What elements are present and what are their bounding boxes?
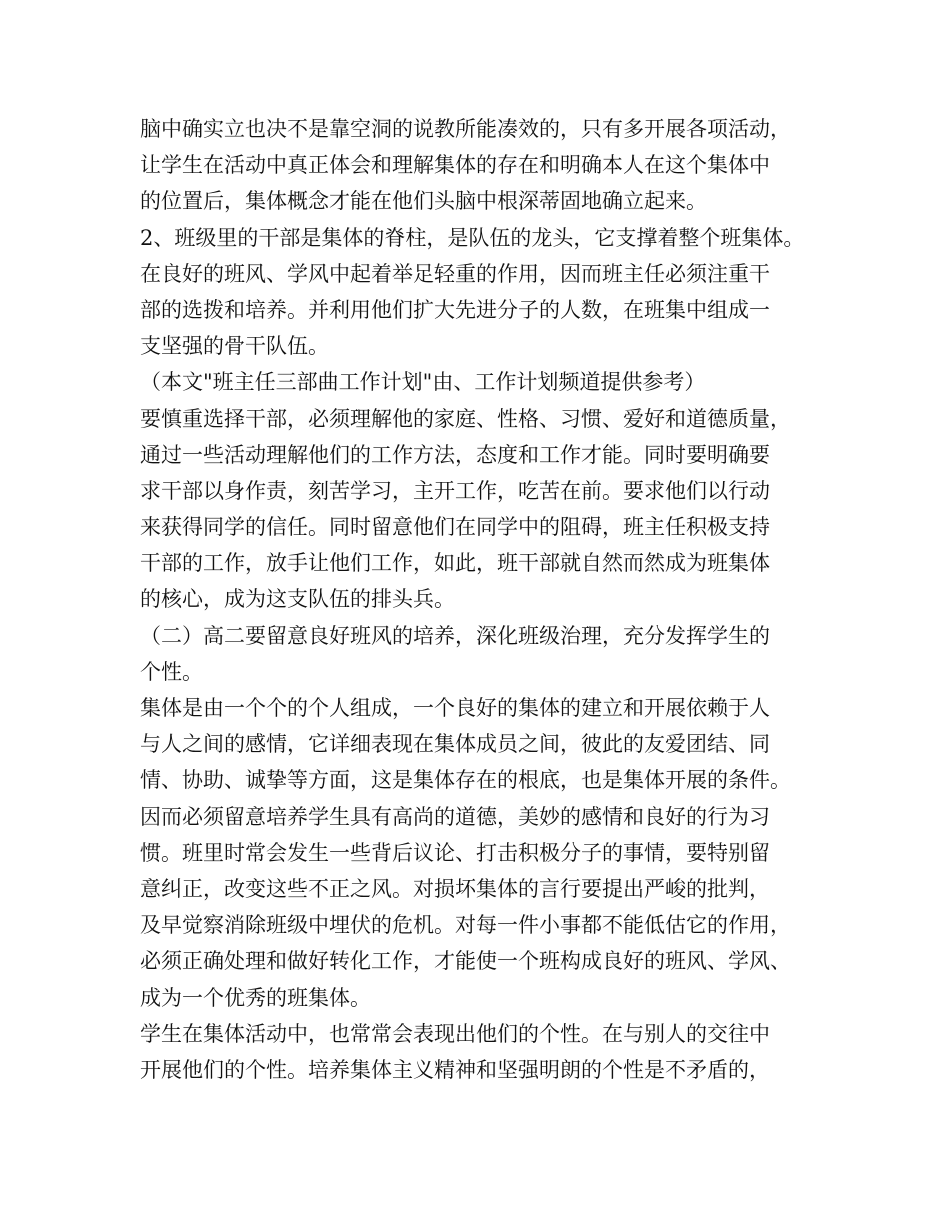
text-line: 要慎重选择干部，必须理解他的家庭、性格、习惯、爱好和道德质量， — [140, 406, 791, 431]
text-line: 开展他们的个性。培养集体主义精神和坚强明朗的个性是不矛盾的， — [140, 1057, 770, 1082]
text-line: 因而必须留意培养学生具有高尚的道德，美妙的感情和良好的行为习 — [140, 804, 770, 829]
text-line: 及早觉察消除班级中埋伏的危机。对每一件小事都不能低估它的作用， — [140, 913, 791, 938]
text-line: 学生在集体活动中，也常常会表现出他们的个性。在与别人的交往中 — [140, 1021, 770, 1046]
text-line: 2、班级里的干部是集体的脊柱，是队伍的龙头，它支撑着整个班集体。 — [140, 225, 805, 250]
text-line: （二）高二要留意良好班风的培养，深化班级治理，充分发挥学生的 — [140, 623, 770, 648]
text-line: 部的选拨和培养。并利用他们扩大先进分子的人数，在班集中组成一 — [140, 297, 770, 322]
text-line: 成为一个优秀的班集体。 — [140, 985, 371, 1010]
body-text — [140, 111, 840, 1088]
text-line: 让学生在活动中真正体会和理解集体的存在和明确本人在这个集体中 — [140, 153, 770, 178]
text-line: 个性。 — [140, 659, 203, 684]
text-line: 脑中确实立也决不是靠空洞的说教所能凑效的，只有多开展各项活动， — [140, 117, 791, 141]
text-line: 来获得同学的信任。同时留意他们在同学中的阻碍，班主任积极支持 — [140, 515, 770, 540]
text-line: 集体是由一个个的个人组成，一个良好的集体的建立和开展依赖于人 — [140, 696, 770, 720]
text-line: 与人之间的感情，它详细表现在集体成员之间，彼此的友爱团结、同 — [140, 732, 770, 757]
text-line: 意纠正，改变这些不正之风。对损坏集体的言行要提出严峻的批判， — [140, 876, 770, 901]
text-line: （本文"班主任三部曲工作计划"由、工作计划频道提供参考） — [140, 370, 706, 395]
text-line: 干部的工作，放手让他们工作，如此，班干部就自然而然成为班集体 — [140, 551, 770, 576]
text-line: 在良好的班风、学风中起着举足轻重的作用，因而班主任必须注重干 — [140, 261, 770, 286]
text-line: 求干部以身作责，刻苦学习，主开工作，吃苦在前。要求他们以行动 — [140, 478, 770, 503]
text-line: 的核心，成为这支队伍的排头兵。 — [140, 587, 455, 612]
text-line: 支坚强的骨干队伍。 — [140, 334, 329, 359]
text-line: 必须正确处理和做好转化工作，才能使一个班构成良好的班风、学风、 — [140, 949, 791, 974]
text-line: 惯。班里时常会发生一些背后议论、打击积极分子的事情，要特别留 — [140, 840, 770, 865]
text-line: 通过一些活动理解他们的工作方法，态度和工作才能。同时要明确要 — [140, 442, 770, 467]
text-line: 情、协助、诚挚等方面，这是集体存在的根底，也是集体开展的条件。 — [140, 768, 791, 793]
text-line: 的位置后，集体概念才能在他们头脑中根深蒂固地确立起来。 — [140, 189, 707, 214]
